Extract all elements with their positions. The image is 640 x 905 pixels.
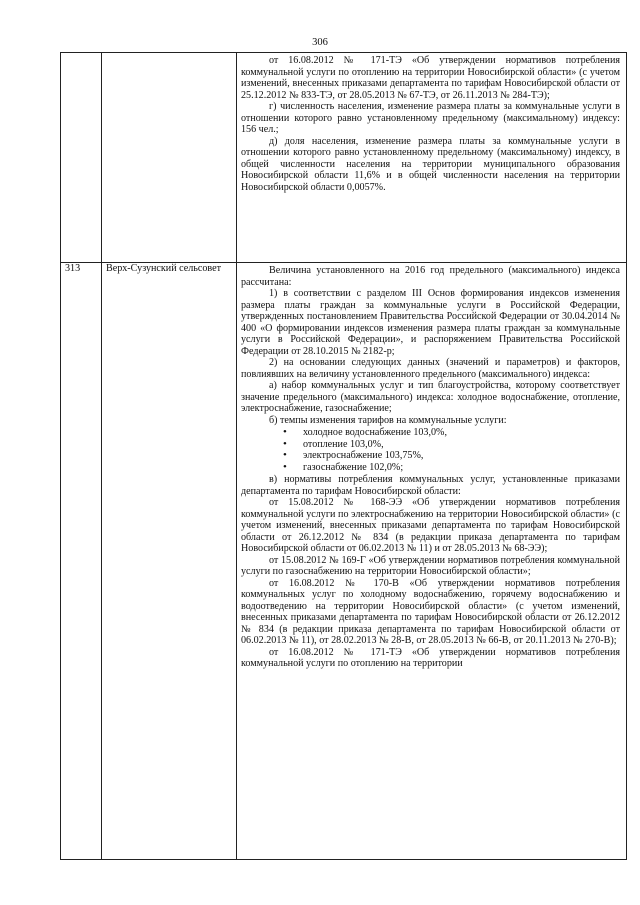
municipality-name-cell: [102, 53, 237, 263]
list-item: • электроснабжение 103,75%,: [283, 450, 620, 462]
municipal-index-table: [60, 52, 627, 860]
municipality-name-cell: Верх-Сузунский сельсовет: [102, 263, 237, 860]
justification-cell: [237, 53, 627, 263]
paragraph: б) темпы изменения тарифов на коммунальные услуги:: [269, 414, 507, 426]
list-item: • отопление 103,0%,: [283, 439, 620, 451]
page-number: 306: [312, 37, 328, 48]
list-item: • газоснабжение 102,0%;: [283, 462, 620, 474]
justification-cell: [237, 263, 627, 860]
table-row: [61, 263, 627, 860]
paragraph: 1) в соответствии с разделом III Основ формирования индексов изменения размера платы граждан за коммунальные услуги в Российской Федерации, утвержденных постановлением Правительства Российской Федерации от 30.04.2014 № 400 «О формировании индексов изменения размера платы граждан за коммунальные услуги в Российской Федерации», и распоряжением Правительства Российской Федерации от 28.10.2015 № 2182-р;: [241, 288, 620, 357]
tariff-growth-list: [241, 427, 620, 473]
list-item: • холодное водоснабжение 103,0%,: [283, 427, 620, 439]
paragraph: от 16.08.2012 № 171-ТЭ «Об утверждении нормативов потребления коммунальной услуги по отоплению на территории: [241, 646, 620, 669]
paragraph: 2) на основании следующих данных (значений и параметров) и факторов, повлиявших на величину установленного предельного (максимального) индекса:: [241, 357, 620, 380]
paragraph: в) нормативы потребления коммунальных услуг, установленные приказами департамента по тарифам Новосибирской области:: [241, 474, 620, 497]
paragraph: от 15.08.2012 № 169-Г «Об утверждении нормативов потребления коммунальной услуги по газоснабжению на территории Новосибирской области»;: [241, 554, 620, 577]
paragraph: д) доля населения, изменение размера платы за коммунальные услуги в отношении которого равно установленному предельному (максимальному) индексу, в общей численности населения на территории муниципального образования Новосибирской области 11,6% и в общей численности населения на территории Новосибирской области 0,0057%.: [241, 135, 620, 193]
paragraph: г) численность населения, изменение размера платы за коммунальные услуги в отношении которого равно установленному предельному (максимальному) индексу: 156 чел.;: [241, 101, 620, 135]
paragraph: Величина установленного на 2016 год предельного (максимального) индекса рассчитана:: [241, 265, 620, 288]
paragraph: от 15.08.2012 № 168-ЭЭ «Об утверждении нормативов потребления коммунальной услуги по электроснабжению на территории Новосибирской области» (с учетом изменений, внесенных приказами департамента по тарифам Новосибирской области от 26.12.2012 № 834 (в редакции приказа департамента по тарифам Новосибирской области от 06.02.2013 № 11) и от 28.05.2013 № 68-ЭЭ);: [241, 497, 620, 554]
row-number-cell: 313: [61, 263, 102, 860]
paragraph: от 16.08.2012 № 170-В «Об утверждении нормативов потребления коммунальных услуг по холодному водоснабжению, горячему водоснабжению и водоотведению на территории Новосибирской области» (с учетом изменений, внесенных приказами департамента по тарифам Новосибирской области от 26.12.2012 № 834 (в редакции приказа департамента по тарифам Новосибирской области от 06.02.2013 № 11), от 28.02.2013 № 28-В, от 28.05.2013 № 66-В, от 20.11.2013 № 270-В);: [241, 577, 620, 646]
row-number-cell: [61, 53, 102, 263]
table-row: [61, 53, 627, 263]
paragraph: а) набор коммунальных услуг и тип благоустройства, которому соответствует значение предельного (максимального) индекса: холодное водоснабжение, отопление, электроснабжение, газоснабжение;: [241, 380, 620, 414]
paragraph: от 16.08.2012 № 171-ТЭ «Об утверждении нормативов потребления коммунальной услуги по отоплению на территории Новосибирской области» (с учетом изменений, внесенных приказами департамента по тарифам Новосибирской области от 25.12.2012 № 833-ТЭ, от 28.05.2013 № 67-ТЭ, от 26.11.2013 № 284-ТЭ);: [241, 55, 620, 101]
